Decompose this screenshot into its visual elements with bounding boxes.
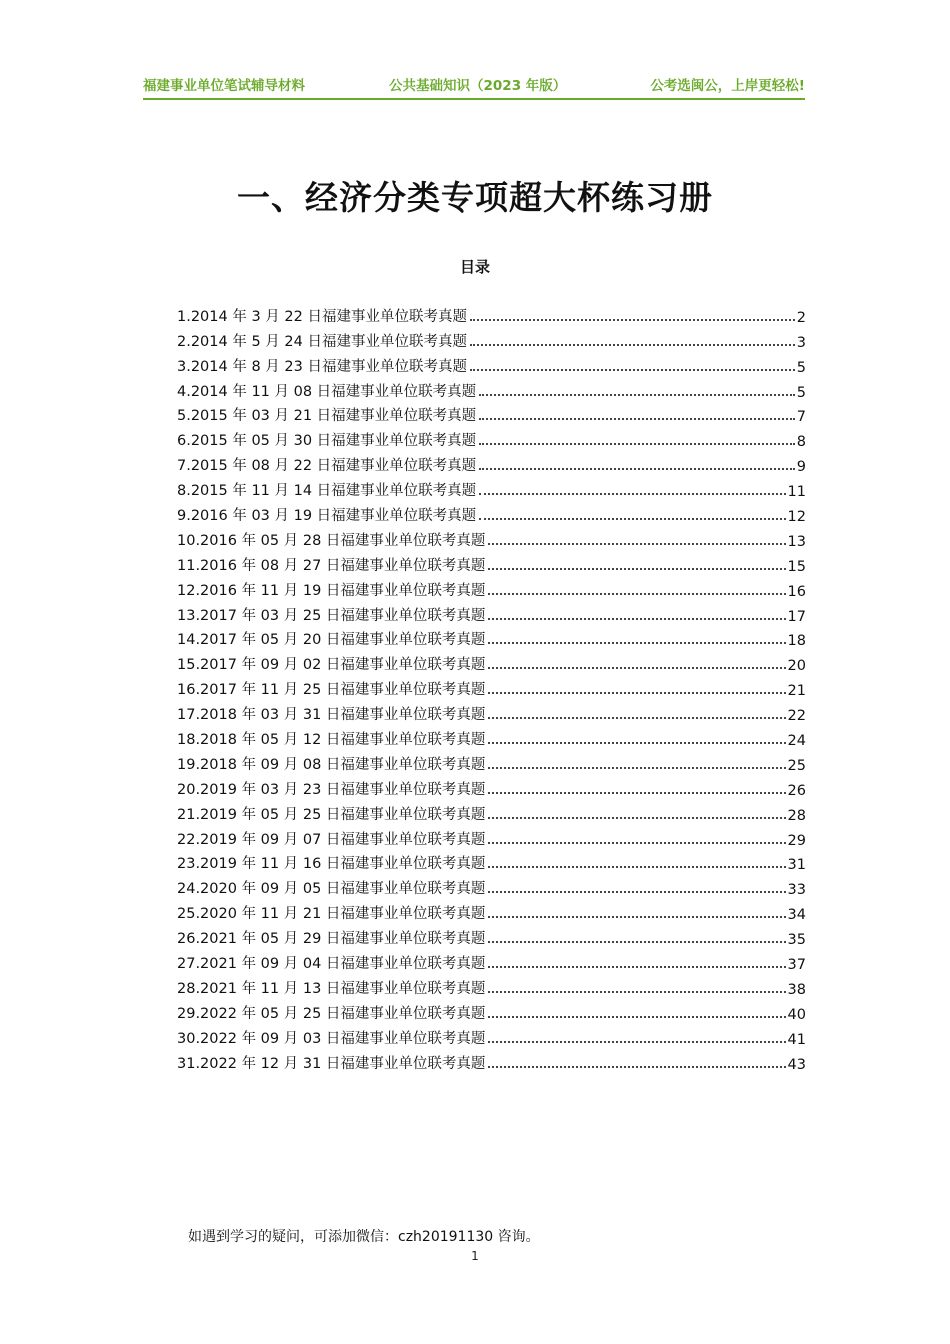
- toc-leader-dots: [488, 1066, 785, 1068]
- toc-entry-label: 16.2017 年 11 月 25 日福建事业单位联考真题: [177, 682, 486, 699]
- toc-entry[interactable]: [177, 724, 806, 749]
- toc-entry[interactable]: [177, 475, 806, 500]
- toc-leader-dots: [488, 842, 785, 844]
- header-center-text: 公共基础知识（2023 年版）: [389, 78, 567, 94]
- toc-entry-page: 5: [796, 359, 806, 376]
- toc-entry[interactable]: [177, 749, 806, 774]
- toc-entry-page: 13: [787, 533, 806, 550]
- toc-entry-label: 6.2015 年 05 月 30 日福建事业单位联考真题: [177, 433, 477, 450]
- toc-entry-label: 23.2019 年 11 月 16 日福建事业单位联考真题: [177, 856, 486, 873]
- toc-leader-dots: [470, 369, 795, 371]
- footer-contact-note: 如遇到学习的疑问，可添加微信：czh20191130 咨询。: [188, 1229, 540, 1245]
- toc-entry[interactable]: [177, 898, 806, 923]
- toc-entry-label: 10.2016 年 05 月 28 日福建事业单位联考真题: [177, 532, 486, 549]
- toc-entry-label: 8.2015 年 11 月 14 日福建事业单位联考真题: [177, 483, 477, 500]
- toc-leader-dots: [488, 866, 785, 868]
- toc-entry[interactable]: [177, 575, 806, 600]
- toc-leader-dots: [479, 518, 785, 520]
- toc-entry-page: 12: [787, 509, 806, 526]
- toc-leader-dots: [488, 642, 785, 644]
- toc-heading: 目录: [459, 258, 490, 276]
- toc-entry-label: 1.2014 年 3 月 22 日福建事业单位联考真题: [177, 308, 467, 325]
- toc-leader-dots: [488, 568, 785, 570]
- toc-entry-label: 25.2020 年 11 月 21 日福建事业单位联考真题: [177, 906, 486, 923]
- toc-entry-page: 9: [796, 459, 806, 476]
- toc-leader-dots: [479, 493, 785, 495]
- toc-entry-label: 18.2018 年 05 月 12 日福建事业单位联考真题: [177, 732, 486, 749]
- toc-entry[interactable]: [177, 973, 806, 998]
- toc-entry-label: 14.2017 年 05 月 20 日福建事业单位联考真题: [177, 632, 486, 649]
- toc-entry-label: 29.2022 年 05 月 25 日福建事业单位联考真题: [177, 1005, 486, 1022]
- toc-entry-page: 34: [787, 907, 806, 924]
- toc-entry-label: 9.2016 年 03 月 19 日福建事业单位联考真题: [177, 508, 477, 525]
- toc-leader-dots: [488, 667, 785, 669]
- toc-entry-page: 16: [787, 583, 806, 600]
- toc-entry[interactable]: [177, 998, 806, 1023]
- toc-leader-dots: [479, 443, 795, 445]
- toc-entry[interactable]: [177, 674, 806, 699]
- toc-entry-label: 5.2015 年 03 月 21 日福建事业单位联考真题: [177, 408, 477, 425]
- toc-leader-dots: [488, 593, 785, 595]
- toc-entry-page: 5: [796, 384, 806, 401]
- toc-entry-label: 24.2020 年 09 月 05 日福建事业单位联考真题: [177, 881, 486, 898]
- toc-entry-page: 35: [787, 932, 806, 949]
- toc-entry[interactable]: [177, 1023, 806, 1048]
- toc-entry-page: 31: [787, 857, 806, 874]
- toc-leader-dots: [488, 991, 785, 993]
- toc-leader-dots: [488, 941, 785, 943]
- toc-leader-dots: [488, 891, 785, 893]
- toc-entry-page: 33: [787, 882, 806, 899]
- toc-entry[interactable]: [177, 301, 806, 326]
- toc-leader-dots: [488, 916, 785, 918]
- toc-entry-page: 26: [787, 782, 806, 799]
- toc-entry-page: 28: [787, 807, 806, 824]
- toc-entry[interactable]: [177, 849, 806, 874]
- toc-leader-dots: [488, 817, 785, 819]
- toc-entry-page: 20: [787, 658, 806, 675]
- toc-entry-label: 19.2018 年 09 月 08 日福建事业单位联考真题: [177, 756, 486, 773]
- toc-leader-dots: [488, 742, 785, 744]
- toc-entry-page: 24: [787, 733, 806, 750]
- toc-entry-page: 15: [787, 558, 806, 575]
- toc-entry-page: 41: [787, 1031, 806, 1048]
- toc-entry-label: 7.2015 年 08 月 22 日福建事业单位联考真题: [177, 458, 477, 475]
- toc-entry-label: 26.2021 年 05 月 29 日福建事业单位联考真题: [177, 931, 486, 948]
- toc-entry-page: 37: [787, 957, 806, 974]
- header-left-text: 福建事业单位笔试辅导材料: [143, 78, 305, 94]
- toc-entry[interactable]: [177, 550, 806, 575]
- toc-entry[interactable]: [177, 326, 806, 351]
- toc-entry-label: 31.2022 年 12 月 31 日福建事业单位联考真题: [177, 1055, 486, 1072]
- toc-leader-dots: [479, 418, 795, 420]
- toc-entry[interactable]: [177, 649, 806, 674]
- toc-entry-page: 3: [796, 334, 806, 351]
- toc-leader-dots: [488, 1041, 785, 1043]
- toc-entry[interactable]: [177, 1048, 806, 1073]
- toc-entry[interactable]: [177, 600, 806, 625]
- toc-entry[interactable]: [177, 625, 806, 650]
- toc-entry-label: 4.2014 年 11 月 08 日福建事业单位联考真题: [177, 383, 477, 400]
- toc-leader-dots: [488, 792, 785, 794]
- toc-leader-dots: [470, 344, 795, 346]
- toc-entry[interactable]: [177, 500, 806, 525]
- toc-entry-page: 40: [787, 1006, 806, 1023]
- toc-entry-label: 27.2021 年 09 月 04 日福建事业单位联考真题: [177, 956, 486, 973]
- toc-leader-dots: [488, 618, 785, 620]
- toc-entry-page: 22: [787, 708, 806, 725]
- toc-leader-dots: [488, 966, 785, 968]
- toc-entry[interactable]: [177, 376, 806, 401]
- toc-entry-page: 18: [787, 633, 806, 650]
- toc-entry-page: 29: [787, 832, 806, 849]
- header-divider: [143, 98, 805, 100]
- toc-entry-label: 3.2014 年 8 月 23 日福建事业单位联考真题: [177, 358, 467, 375]
- toc-leader-dots: [488, 717, 785, 719]
- toc-entry-page: 25: [787, 757, 806, 774]
- toc-entry-label: 15.2017 年 09 月 02 日福建事业单位联考真题: [177, 657, 486, 674]
- toc-entry-label: 20.2019 年 03 月 23 日福建事业单位联考真题: [177, 781, 486, 798]
- toc-entry-label: 13.2017 年 03 月 25 日福建事业单位联考真题: [177, 607, 486, 624]
- toc-entry[interactable]: [177, 525, 806, 550]
- toc-leader-dots: [488, 767, 785, 769]
- toc-leader-dots: [488, 692, 785, 694]
- toc-entry-label: 11.2016 年 08 月 27 日福建事业单位联考真题: [177, 557, 486, 574]
- toc-entry-page: 38: [787, 981, 806, 998]
- toc-entry-page: 43: [787, 1056, 806, 1073]
- toc-entry[interactable]: [177, 351, 806, 376]
- toc-leader-dots: [488, 543, 785, 545]
- toc-entry-page: 2: [796, 309, 806, 326]
- page-title: 一、经济分类专项超大杯练习册: [237, 178, 713, 217]
- toc-entry-page: 21: [787, 683, 806, 700]
- toc-entry-label: 2.2014 年 5 月 24 日福建事业单位联考真题: [177, 333, 467, 350]
- toc-leader-dots: [479, 468, 795, 470]
- toc-leader-dots: [479, 394, 795, 396]
- toc-entry-page: 8: [796, 434, 806, 451]
- toc-entry[interactable]: [177, 948, 806, 973]
- toc-entry-label: 28.2021 年 11 月 13 日福建事业单位联考真题: [177, 980, 486, 997]
- toc-entry[interactable]: [177, 450, 806, 475]
- table-of-contents: [177, 301, 806, 1073]
- toc-entry[interactable]: [177, 425, 806, 450]
- page-header: [143, 72, 805, 96]
- toc-entry-label: 12.2016 年 11 月 19 日福建事业单位联考真题: [177, 582, 486, 599]
- toc-leader-dots: [470, 319, 795, 321]
- toc-entry-label: 30.2022 年 09 月 03 日福建事业单位联考真题: [177, 1030, 486, 1047]
- toc-entry-label: 21.2019 年 05 月 25 日福建事业单位联考真题: [177, 806, 486, 823]
- toc-entry[interactable]: [177, 824, 806, 849]
- toc-leader-dots: [488, 1016, 785, 1018]
- toc-entry[interactable]: [177, 699, 806, 724]
- toc-entry[interactable]: [177, 873, 806, 898]
- toc-entry[interactable]: [177, 799, 806, 824]
- toc-entry-label: 22.2019 年 09 月 07 日福建事业单位联考真题: [177, 831, 486, 848]
- header-right-text: 公考选闽公，上岸更轻松!: [650, 78, 805, 94]
- toc-entry-page: 7: [796, 409, 806, 426]
- toc-entry[interactable]: [177, 923, 806, 948]
- toc-entry-page: 11: [787, 484, 806, 501]
- toc-entry[interactable]: [177, 401, 806, 426]
- page-number: 1: [471, 1249, 479, 1263]
- toc-entry[interactable]: [177, 774, 806, 799]
- toc-entry-page: 17: [787, 608, 806, 625]
- toc-entry-label: 17.2018 年 03 月 31 日福建事业单位联考真题: [177, 707, 486, 724]
